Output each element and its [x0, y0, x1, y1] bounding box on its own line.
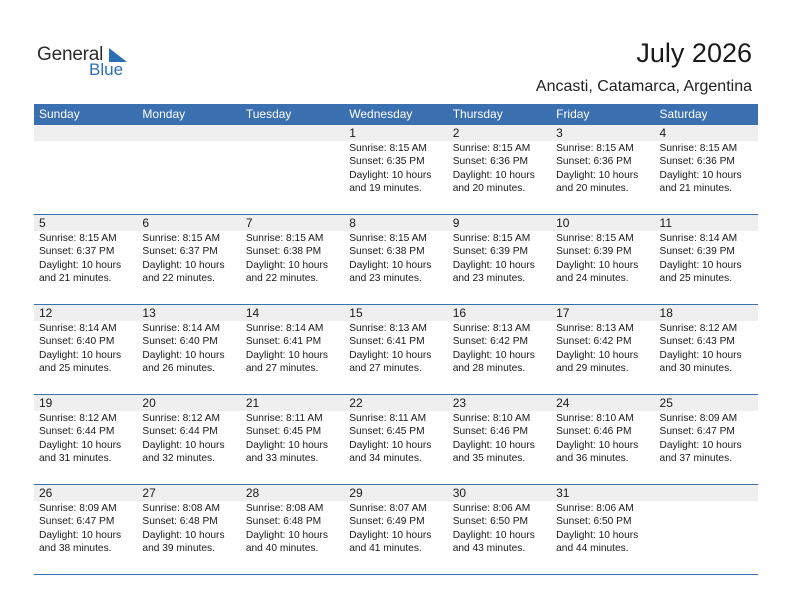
week-days: [34, 305, 758, 393]
day-cell: [344, 305, 447, 393]
day-sun-info: [660, 142, 758, 196]
day-number: 29: [349, 486, 363, 500]
day-number: 23: [452, 396, 467, 410]
day-number: 4: [659, 126, 667, 140]
weekday-sunday: Sunday: [39, 107, 80, 121]
day-sun-info: [453, 232, 551, 286]
day-number: 27: [142, 486, 156, 500]
empty-day-cell: [241, 125, 344, 213]
day-cell: [34, 395, 137, 483]
sunrise-text: Sunrise: 8:15 AM: [556, 233, 634, 244]
day-number: 19: [39, 396, 53, 410]
day-number: 8: [349, 216, 356, 230]
sunset-text: Sunset: 6:36 PM: [659, 156, 735, 168]
day-cell: [551, 395, 654, 483]
sunset-text: Sunset: 6:41 PM: [245, 336, 322, 348]
minutes-text: and 27 minutes.: [245, 363, 319, 375]
day-sun-info: [556, 142, 654, 196]
sunrise-text: Sunrise: 8:15 AM: [349, 143, 427, 154]
day-number: 25: [659, 396, 673, 410]
week-row: [34, 125, 758, 215]
sunset-text: Sunset: 6:49 PM: [349, 516, 425, 528]
daylight-text: Daylight: 10 hours: [245, 259, 328, 271]
day-cell: [241, 395, 344, 483]
sunrise-text: Sunrise: 8:11 AM: [245, 413, 323, 424]
week-days: [34, 125, 758, 213]
day-number: 24: [556, 396, 570, 410]
minutes-text: and 23 minutes.: [452, 273, 526, 285]
day-cell: [34, 305, 137, 393]
sunset-text: Sunset: 6:38 PM: [245, 246, 322, 258]
day-cell: [655, 395, 758, 483]
day-sun-info: [246, 322, 344, 376]
sunrise-text: Sunrise: 8:15 AM: [556, 143, 634, 154]
daylight-text: Daylight: 10 hours: [39, 439, 122, 451]
minutes-text: and 25 minutes.: [659, 273, 733, 285]
daylight-text: Daylight: 10 hours: [659, 259, 742, 271]
sunrise-text: Sunrise: 8:10 AM: [452, 413, 531, 424]
day-cell: [448, 485, 551, 573]
day-cell: [34, 215, 137, 303]
day-cell: [655, 125, 758, 213]
day-number: 18: [659, 306, 673, 320]
daylight-text: Daylight: 10 hours: [349, 259, 432, 271]
daylight-text: Daylight: 10 hours: [349, 439, 432, 451]
day-cell: [551, 485, 654, 573]
sunrise-text: Sunrise: 8:12 AM: [659, 323, 738, 334]
day-sun-info: [39, 412, 137, 466]
brand-logo: [37, 44, 137, 80]
sunset-text: Sunset: 6:45 PM: [349, 426, 425, 438]
day-number: 28: [245, 486, 260, 500]
sunset-text: Sunset: 6:39 PM: [556, 246, 632, 258]
daylight-text: Daylight: 10 hours: [142, 529, 225, 541]
day-sun-info: [39, 322, 137, 376]
sunrise-text: Sunrise: 8:14 AM: [142, 323, 221, 334]
day-number: 5: [39, 216, 46, 230]
day-sun-info: [349, 322, 447, 376]
sunset-text: Sunset: 6:35 PM: [349, 156, 425, 168]
sunrise-text: Sunrise: 8:07 AM: [349, 503, 427, 514]
minutes-text: and 19 minutes.: [349, 183, 422, 195]
day-sun-info: [556, 412, 654, 466]
day-cell: [137, 305, 240, 393]
sunrise-text: Sunrise: 8:09 AM: [659, 413, 738, 424]
minutes-text: and 35 minutes.: [452, 453, 526, 465]
weekday-saturday: Saturday: [659, 107, 708, 121]
empty-day-cell: [34, 125, 137, 213]
day-sun-info: [660, 232, 758, 286]
daylight-text: Daylight: 10 hours: [556, 259, 639, 271]
minutes-text: and 34 minutes.: [349, 453, 422, 465]
day-sun-info: [142, 412, 240, 466]
day-number: 21: [245, 396, 260, 410]
sunrise-text: Sunrise: 8:15 AM: [245, 233, 324, 244]
day-number: 12: [39, 306, 53, 320]
sunset-text: Sunset: 6:46 PM: [556, 426, 632, 438]
week-days: [34, 215, 758, 303]
sunset-text: Sunset: 6:50 PM: [556, 516, 632, 528]
weeks-container: [34, 125, 758, 575]
calendar-grid: [34, 104, 758, 575]
week-row: [34, 485, 758, 575]
daylight-text: Daylight: 10 hours: [349, 169, 432, 181]
day-cell: [344, 395, 447, 483]
minutes-text: and 31 minutes.: [39, 453, 112, 465]
day-sun-info: [39, 502, 137, 556]
sunset-text: Sunset: 6:40 PM: [142, 336, 218, 348]
week-row: [34, 305, 758, 395]
minutes-text: and 27 minutes.: [349, 363, 422, 375]
daylight-text: Daylight: 10 hours: [349, 529, 432, 541]
daylight-text: Daylight: 10 hours: [245, 439, 328, 451]
day-number: 10: [556, 216, 570, 230]
day-sun-info: [660, 322, 758, 376]
day-cell: [137, 395, 240, 483]
day-number: 1: [349, 126, 356, 140]
day-number: 16: [452, 306, 467, 320]
minutes-text: and 21 minutes.: [39, 273, 112, 285]
day-cell: [241, 305, 344, 393]
daylight-text: Daylight: 10 hours: [556, 349, 639, 361]
minutes-text: and 30 minutes.: [659, 363, 733, 375]
sunset-text: Sunset: 6:48 PM: [142, 516, 218, 528]
sunrise-text: Sunrise: 8:13 AM: [349, 323, 427, 334]
daylight-text: Daylight: 10 hours: [452, 439, 535, 451]
daylight-text: Daylight: 10 hours: [142, 259, 225, 271]
sunset-text: Sunset: 6:39 PM: [659, 246, 735, 258]
minutes-text: and 38 minutes.: [39, 543, 112, 555]
sunrise-text: Sunrise: 8:11 AM: [349, 413, 427, 424]
day-number: 22: [349, 396, 363, 410]
daylight-text: Daylight: 10 hours: [659, 439, 742, 451]
sunset-text: Sunset: 6:36 PM: [556, 156, 632, 168]
day-sun-info: [349, 412, 447, 466]
day-number: 11: [659, 216, 672, 230]
sunset-text: Sunset: 6:39 PM: [452, 246, 529, 258]
day-sun-info: [556, 232, 654, 286]
day-sun-info: [142, 232, 240, 286]
sunset-text: Sunset: 6:50 PM: [452, 516, 529, 528]
sunset-text: Sunset: 6:47 PM: [659, 426, 735, 438]
day-cell: [551, 125, 654, 213]
day-sun-info: [349, 142, 447, 196]
daylight-text: Daylight: 10 hours: [39, 529, 122, 541]
sunrise-text: Sunrise: 8:15 AM: [659, 143, 738, 154]
day-cell: [448, 125, 551, 213]
minutes-text: and 32 minutes.: [142, 453, 215, 465]
sunrise-text: Sunrise: 8:15 AM: [452, 143, 531, 154]
sunset-text: Sunset: 6:48 PM: [245, 516, 322, 528]
minutes-text: and 44 minutes.: [556, 543, 629, 555]
minutes-text: and 20 minutes.: [556, 183, 629, 195]
week-days: [34, 485, 758, 573]
day-sun-info: [556, 322, 654, 376]
sunset-text: Sunset: 6:37 PM: [39, 246, 115, 258]
location-subtitle: Ancasti, Catamarca, Argentina: [535, 78, 752, 95]
day-sun-info: [39, 232, 137, 286]
minutes-text: and 23 minutes.: [349, 273, 422, 285]
daylight-text: Daylight: 10 hours: [556, 439, 639, 451]
weekday-friday: Friday: [556, 107, 590, 121]
page-title: July 2026: [636, 38, 752, 68]
sunrise-text: Sunrise: 8:15 AM: [39, 233, 117, 244]
week-days: [34, 395, 758, 483]
weekday-header-row: [34, 104, 758, 125]
daylight-text: Daylight: 10 hours: [452, 349, 535, 361]
day-number: 2: [452, 126, 460, 140]
minutes-text: and 37 minutes.: [659, 453, 733, 465]
sunrise-text: Sunrise: 8:06 AM: [452, 503, 531, 514]
sunrise-text: Sunrise: 8:14 AM: [245, 323, 324, 334]
sunrise-text: Sunrise: 8:13 AM: [452, 323, 531, 334]
day-cell: [448, 305, 551, 393]
day-cell: [655, 215, 758, 303]
day-cell: [551, 305, 654, 393]
day-sun-info: [660, 412, 758, 466]
daylight-text: Daylight: 10 hours: [39, 259, 122, 271]
daylight-text: Daylight: 10 hours: [142, 439, 225, 451]
minutes-text: and 26 minutes.: [142, 363, 215, 375]
day-sun-info: [556, 502, 654, 556]
minutes-text: and 41 minutes.: [349, 543, 422, 555]
minutes-text: and 22 minutes.: [142, 273, 215, 285]
weekday-tuesday: Tuesday: [245, 107, 292, 121]
minutes-text: and 22 minutes.: [245, 273, 319, 285]
day-cell: [448, 395, 551, 483]
day-cell: [448, 215, 551, 303]
day-sun-info: [246, 502, 344, 556]
sunrise-text: Sunrise: 8:06 AM: [556, 503, 634, 514]
weekday-monday: Monday: [142, 107, 186, 121]
minutes-text: and 33 minutes.: [245, 453, 319, 465]
empty-day-cell: [655, 485, 758, 573]
day-sun-info: [142, 322, 240, 376]
sunset-text: Sunset: 6:41 PM: [349, 336, 425, 348]
day-number: 26: [39, 486, 53, 500]
day-number: 15: [349, 306, 363, 320]
daylight-text: Daylight: 10 hours: [142, 349, 225, 361]
day-sun-info: [142, 502, 240, 556]
day-cell: [344, 125, 447, 213]
day-cell: [551, 215, 654, 303]
sunset-text: Sunset: 6:36 PM: [452, 156, 529, 168]
sunset-text: Sunset: 6:47 PM: [39, 516, 115, 528]
sunrise-text: Sunrise: 8:12 AM: [39, 413, 117, 424]
sunset-text: Sunset: 6:44 PM: [142, 426, 218, 438]
day-number: 14: [245, 306, 260, 320]
day-cell: [344, 485, 447, 573]
sunset-text: Sunset: 6:42 PM: [556, 336, 632, 348]
sunrise-text: Sunrise: 8:14 AM: [659, 233, 738, 244]
sunrise-text: Sunrise: 8:15 AM: [452, 233, 531, 244]
minutes-text: and 29 minutes.: [556, 363, 629, 375]
daylight-text: Daylight: 10 hours: [659, 349, 742, 361]
minutes-text: and 39 minutes.: [142, 543, 215, 555]
sunset-text: Sunset: 6:45 PM: [245, 426, 322, 438]
day-number: 7: [245, 216, 253, 230]
day-sun-info: [349, 502, 447, 556]
day-number: 17: [556, 306, 570, 320]
day-number: 20: [142, 396, 156, 410]
sunrise-text: Sunrise: 8:15 AM: [349, 233, 427, 244]
minutes-text: and 28 minutes.: [452, 363, 526, 375]
minutes-text: and 24 minutes.: [556, 273, 629, 285]
day-cell: [34, 485, 137, 573]
week-row: [34, 215, 758, 305]
day-sun-info: [453, 412, 551, 466]
sunset-text: Sunset: 6:43 PM: [659, 336, 735, 348]
day-cell: [137, 215, 240, 303]
daylight-text: Daylight: 10 hours: [452, 169, 535, 181]
daylight-text: Daylight: 10 hours: [245, 349, 328, 361]
weekday-thursday: Thursday: [452, 107, 503, 121]
minutes-text: and 21 minutes.: [659, 183, 733, 195]
minutes-text: and 36 minutes.: [556, 453, 629, 465]
daylight-text: Daylight: 10 hours: [659, 169, 742, 181]
day-number: 6: [142, 216, 150, 230]
day-sun-info: [453, 322, 551, 376]
day-sun-info: [453, 502, 551, 556]
day-cell: [241, 215, 344, 303]
day-number: 13: [142, 306, 156, 320]
daylight-text: Daylight: 10 hours: [349, 349, 432, 361]
daylight-text: Daylight: 10 hours: [556, 529, 639, 541]
sunrise-text: Sunrise: 8:08 AM: [142, 503, 221, 514]
day-number: 9: [452, 216, 460, 230]
day-number: 31: [556, 486, 570, 500]
sunset-text: Sunset: 6:40 PM: [39, 336, 115, 348]
day-cell: [655, 305, 758, 393]
minutes-text: and 43 minutes.: [452, 543, 526, 555]
minutes-text: and 40 minutes.: [245, 543, 319, 555]
empty-day-cell: [137, 125, 240, 213]
day-cell: [137, 485, 240, 573]
sunset-text: Sunset: 6:44 PM: [39, 426, 115, 438]
sunset-text: Sunset: 6:38 PM: [349, 246, 425, 258]
sunrise-text: Sunrise: 8:13 AM: [556, 323, 634, 334]
day-sun-info: [453, 142, 551, 196]
minutes-text: and 25 minutes.: [39, 363, 112, 375]
daylight-text: Daylight: 10 hours: [556, 169, 639, 181]
brand-blue-text: Blue: [89, 60, 124, 79]
sunrise-text: Sunrise: 8:15 AM: [142, 233, 221, 244]
sunset-text: Sunset: 6:42 PM: [452, 336, 529, 348]
day-number: 30: [452, 486, 467, 500]
week-row: [34, 395, 758, 485]
day-cell: [241, 485, 344, 573]
daylight-text: Daylight: 10 hours: [39, 349, 122, 361]
brand-general-text: General: [37, 44, 104, 65]
minutes-text: and 20 minutes.: [452, 183, 526, 195]
day-sun-info: [349, 232, 447, 286]
sunrise-text: Sunrise: 8:08 AM: [245, 503, 324, 514]
day-sun-info: [246, 412, 344, 466]
day-cell: [344, 215, 447, 303]
day-sun-info: [246, 232, 344, 286]
sunrise-text: Sunrise: 8:12 AM: [142, 413, 221, 424]
day-number: 3: [556, 126, 563, 140]
daylight-text: Daylight: 10 hours: [245, 529, 328, 541]
weekday-wednesday: Wednesday: [349, 107, 413, 121]
sunrise-text: Sunrise: 8:10 AM: [556, 413, 634, 424]
sunrise-text: Sunrise: 8:09 AM: [39, 503, 117, 514]
sunset-text: Sunset: 6:46 PM: [452, 426, 529, 438]
sunset-text: Sunset: 6:37 PM: [142, 246, 218, 258]
daylight-text: Daylight: 10 hours: [452, 259, 535, 271]
daylight-text: Daylight: 10 hours: [452, 529, 535, 541]
sunrise-text: Sunrise: 8:14 AM: [39, 323, 117, 334]
